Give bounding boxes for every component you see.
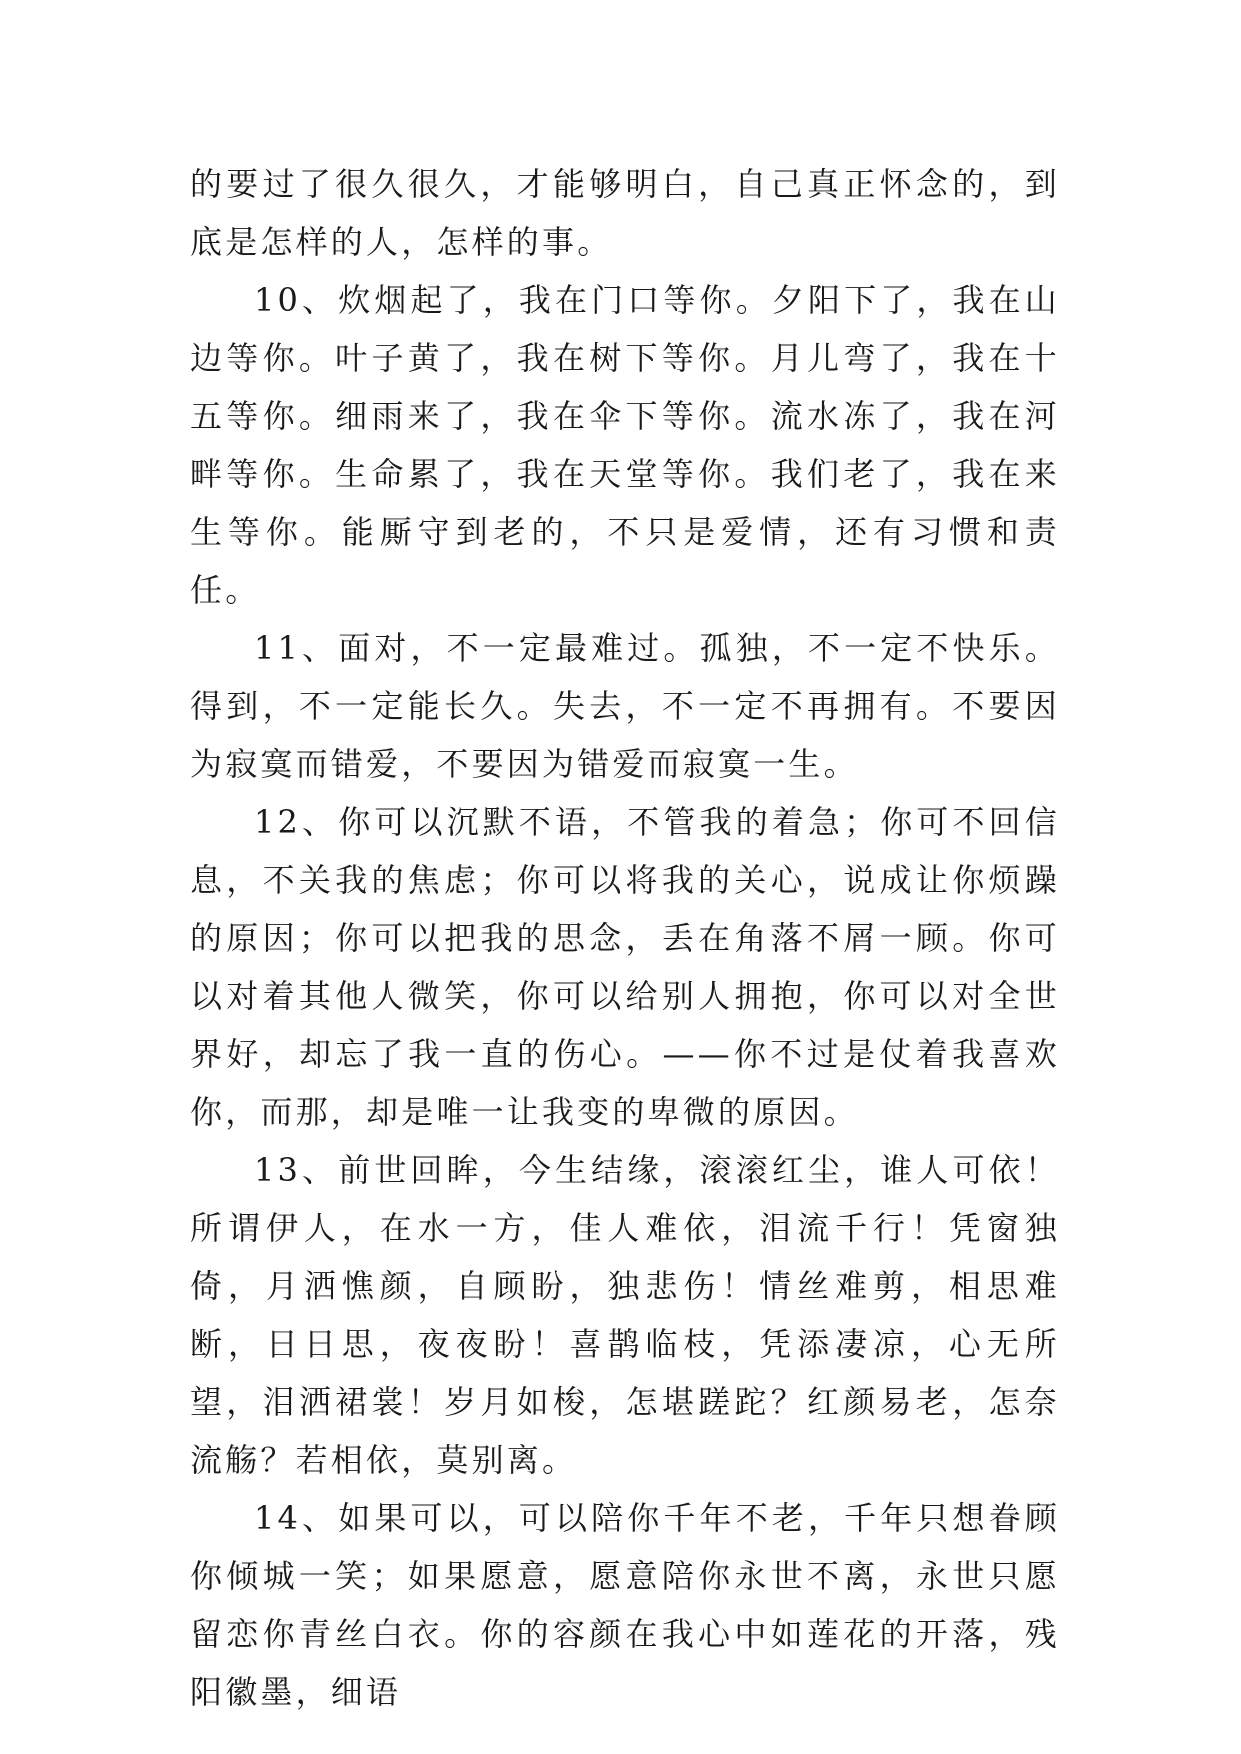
paragraph-item-13: 13、前世回眸，今生结缘，滚滚红尘，谁人可依！所谓伊人，在水一方，佳人难依，泪流千行！凭窗独倚，月洒憔颜，自顾盼，独悲伤！情丝难剪，相思难断，日日思，夜夜盼！喜鹊临枝，凭添凄凉，心无所望，泪洒裙裳！岁月如梭，怎堪蹉跎？红颜易老，怎奈流觞？若相依，莫别离。 [190,1151,1060,1479]
paragraph-item-14: 14、如果可以，可以陪你千年不老，千年只想眷顾你倾城一笑；如果愿意，愿意陪你永世不离，永世只愿留恋你青丝白衣。你的容颜在我心中如莲花的开落，残阳徽墨，细语 [190,1499,1060,1711]
paragraph-item-10: 10、炊烟起了，我在门口等你。夕阳下了，我在山边等你。叶子黄了，我在树下等你。月儿弯了，我在十五等你。细雨来了，我在伞下等你。流水冻了，我在河畔等你。生命累了，我在天堂等你。我们老了，我在来生等你。能厮守到老的，不只是爱情，还有习惯和责任。 [190,281,1060,609]
paragraph-continuation: 的要过了很久很久，才能够明白，自己真正怀念的，到底是怎样的人，怎样的事。 [190,165,1060,261]
paragraph-item-12: 12、你可以沉默不语，不管我的着急；你可不回信息，不关我的焦虑；你可以将我的关心，说成让你烦躁的原因；你可以把我的思念，丢在角落不屑一顾。你可以对着其他人微笑，你可以给别人拥抱，你可以对全世界好，却忘了我一直的伤心。——你不过是仗着我喜欢你，而那，却是唯一让我变的卑微的原因。 [190,803,1060,1131]
paragraph-item-11: 11、面对，不一定最难过。孤独，不一定不快乐。得到，不一定能长久。失去，不一定不再拥有。不要因为寂寞而错爱，不要因为错爱而寂寞一生。 [190,629,1060,783]
document-body [190,155,1060,1721]
